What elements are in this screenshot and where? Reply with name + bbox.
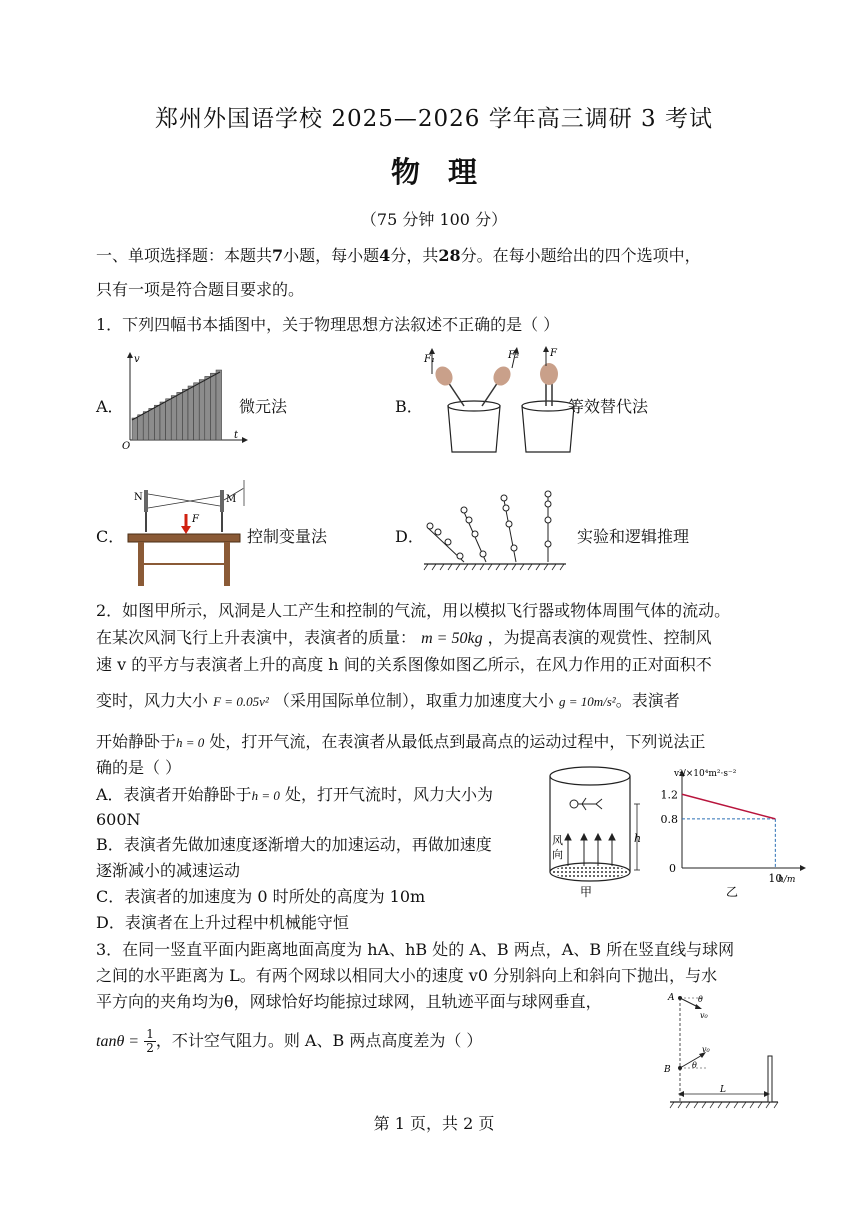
q3-line4: tanθ = $\frac{1}{2}$ ，不计空气阻力。则 A、B 两点高度差为（ ） (96, 1027, 483, 1055)
q3-line1: 3．在同一竖直平面内距离地面高度为 hA、hB 处的 A、B 两点，A、B 所在竖直线与球网 (96, 940, 735, 959)
microelement-bar (216, 370, 222, 440)
q1-fig-a-microelement (118, 350, 248, 450)
chart-y-tick-0: 0.8 (660, 812, 678, 826)
q2-line3: 速 v 的平方与表演者上升的高度 h 间的关系图像如图乙所示，在风力作用的正对面积不 (96, 655, 712, 674)
q1-option-c-letter: C． (96, 527, 125, 546)
q3-fig-v2: v₀ (702, 1045, 710, 1054)
subject-title: 物理 (390, 155, 505, 189)
q1-option-a-text: 微元法 (239, 397, 288, 416)
fig-a-t-label: t (234, 430, 239, 441)
q2-line6: 确的是（ ） (96, 758, 182, 777)
q1-option-b-letter: B． (395, 397, 423, 416)
q3-fig-tennis (662, 990, 782, 1114)
q1-option-d-text: 实验和逻辑推理 (577, 527, 690, 546)
q2-option-a-value: 600N (96, 810, 141, 829)
fig-a-v-label: v (134, 354, 140, 365)
q2-option-b: B．表演者先做加速度逐渐增大的加速运动，再做加速度 (96, 835, 492, 854)
q1-option-b-text: 等效替代法 (568, 397, 649, 416)
fig-jia-wind-label-2: 向 (552, 848, 563, 861)
q2-line1: 2．如图甲所示，风洞是人工产生和控制的气流，用以模拟飞行器或物体周围气体的流动。 (96, 601, 731, 620)
q2-fig-jia-wind-tunnel (540, 762, 650, 902)
microelement-bar (154, 405, 160, 440)
q3-fig-a-label: A (668, 993, 675, 1003)
microelement-bar (160, 402, 166, 440)
chart-series-line (682, 794, 775, 819)
section-heading-line2: 只有一项是符合题目要求的。 (96, 280, 305, 299)
microelement-bar (138, 415, 144, 440)
fig-c-f-label: F (192, 514, 199, 525)
q2-option-a: A．表演者开始静卧于h = 0 处，打开气流时，风力大小为 (96, 785, 493, 804)
q2-line5: 开始静卧于h = 0 处，打开气流，在表演者从最低点到最高点的运动过程中，下列说法正 (96, 732, 706, 751)
q1-option-c-text: 控制变量法 (247, 527, 328, 546)
time-info: （75 分钟 100 分） (360, 210, 508, 229)
q3-fig-v1: v₀ (700, 1011, 708, 1020)
chart-x-tick-0: 0 (669, 862, 676, 875)
q3-fig-l-label: L (720, 1085, 726, 1095)
q2-option-b-cont: 逐渐减小的减速运动 (96, 861, 241, 880)
fig-jia-label: 甲 (580, 885, 593, 899)
microelement-bar (149, 408, 155, 440)
q1-fig-d-inclines (420, 490, 570, 572)
chart-x-tick-1: 10 (768, 872, 783, 885)
fig-jia-h-label: h (634, 832, 642, 845)
fig-b-f1-label: F₁ (424, 354, 435, 365)
q1-option-d-letter: D． (395, 527, 424, 546)
tan-numerator: 1 (146, 1027, 154, 1041)
fig-c-n-label: N (134, 492, 143, 503)
q3-line3: 平方向的夹角均为θ，网球恰好均能掠过球网，且轨迹平面与球网垂直， (96, 992, 602, 1011)
fig-c-m-label: M (226, 494, 237, 505)
chart-y-tick-1: 1.2 (660, 788, 678, 802)
microelement-bar (194, 383, 200, 440)
fig-b-f-label: F (550, 348, 557, 359)
microelement-bar (171, 396, 177, 440)
q2-option-d: D．表演者在上升过程中机械能守恒 (96, 913, 349, 932)
tan-denominator: 2 (146, 1041, 154, 1055)
chart-x-label: h/m (778, 875, 796, 885)
q1-stem: 1．下列四幅书本插图中，关于物理思想方法叙述不正确的是（ ） (96, 315, 560, 334)
microelement-bar (199, 380, 205, 440)
microelement-bar (132, 418, 138, 440)
microelement-bar (143, 412, 149, 440)
microelement-bar (205, 376, 211, 440)
microelement-bar (166, 399, 172, 440)
q3-line2: 之间的水平距离为 L。有两个网球以相同大小的速度 v0 分别斜向上和斜向下抛出，与水 (96, 966, 718, 985)
microelement-bar (177, 392, 183, 440)
q3-fig-theta1: θ (698, 995, 703, 1004)
q3-fig-b-label: B (664, 1065, 671, 1075)
chart-y-label: v²/×10⁴m²·s⁻² (674, 769, 737, 779)
q2-fig-yi-chart (652, 762, 812, 902)
q2-line4: 变时，风力大小 F = 0.05v² （采用国际单位制），取重力加速度大小 g = 10m/s²。表演者 (96, 691, 680, 710)
q2-option-c: C．表演者的加速度为 0 时所处的高度为 10m (96, 887, 426, 906)
microelement-bar (182, 389, 188, 440)
fig-jia-wind-label-1: 风 (552, 834, 563, 847)
microelement-bar (210, 373, 216, 440)
page-footer: 第 1 页，共 2 页 (373, 1114, 495, 1133)
q1-fig-b-equivalent (420, 344, 575, 456)
exam-title: 郑州外国语学校 2025—2026 学年高三调研 3 考试 (155, 106, 713, 132)
fig-yi-label: 乙 (726, 885, 739, 899)
section-heading: 一、单项选择题：本题共7小题，每小题4分，共28分。在每小题给出的四个选项中， (96, 246, 701, 265)
q2-line2: 在某次风洞飞行上升表演中，表演者的质量： m = 50kg ，为提高表演的观赏性、控制风 (96, 628, 712, 647)
q1-option-a-letter: A． (96, 397, 124, 416)
fig-a-o-label: O (122, 441, 131, 450)
chart-x-arrow (800, 865, 806, 871)
q1-fig-c-control (120, 476, 248, 588)
microelement-bar (188, 386, 194, 440)
q3-fig-theta2: θ (692, 1061, 697, 1070)
fig-b-f2-label: F₂ (508, 350, 519, 361)
